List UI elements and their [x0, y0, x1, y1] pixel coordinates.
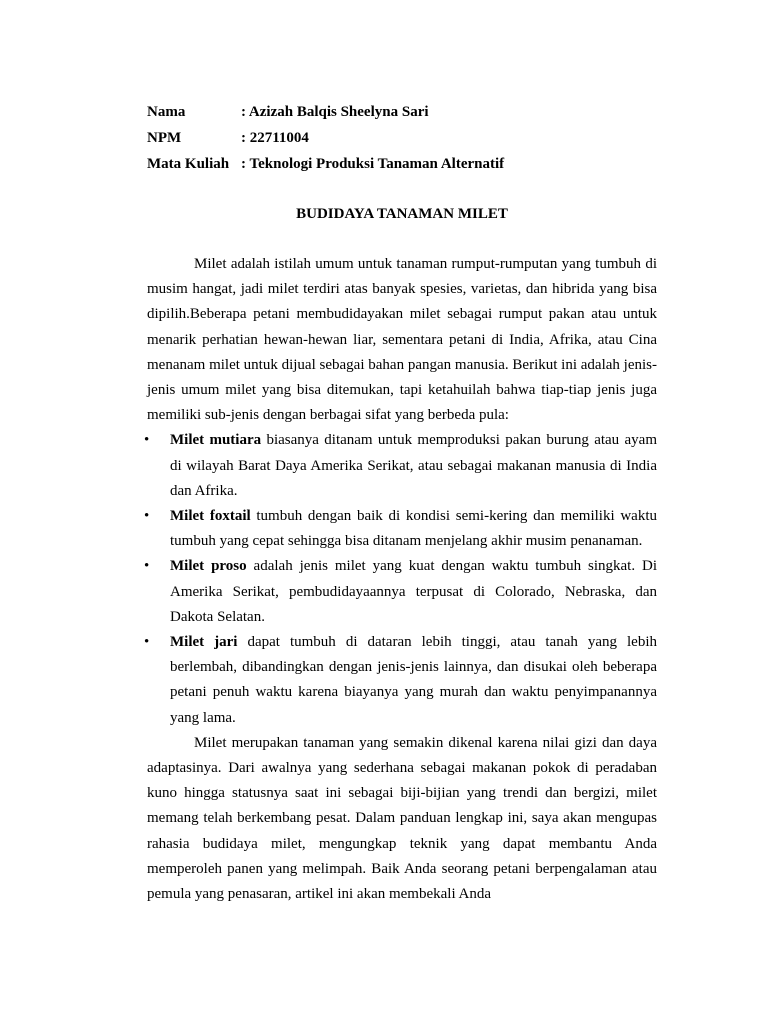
bullet-text: tumbuh dengan baik di kondisi semi-kering dan memiliki waktu tumbuh yang cepat sehingga bisa ditanam menjelang akhir musim penanaman.	[170, 508, 657, 550]
bullet-term: Milet foxtail	[170, 508, 251, 525]
intro-paragraph: Milet adalah istilah umum untuk tanaman rumput-rumputan yang tumbuh di musim hangat, jadi milet terdiri atas banyak spesies, varietas, dan hibrida yang bisa dipilih.Beberapa petani membudidayakan milet sebagai rumput pakan atau untuk menarik perhatian hewan-hewan liar, sementara petani di India, Afrika, atau Cina menanam milet untuk dijual sebagai bahan pangan manusia. Berikut ini adalah jenis-jenis umum milet yang bisa ditemukan, tapi ketahuilah bahwa tiap-tiap jenis juga memiliki sub-jenis dengan berbagai sifat yang berbeda pula:	[147, 256, 657, 424]
closing-paragraph: Milet merupakan tanaman yang semakin dikenal karena nilai gizi dan daya adaptasinya. Dari awalnya yang sederhana sebagai makanan pokok di peradaban kuno hingga statusnya saat ini sebagai biji-bijian yang trendi dan bergizi, milet memang telah berkembang pesat. Dalam panduan lengkap ini, saya akan mengupas rahasia budidaya milet, mengungkap teknik yang dapat membantu Anda memperoleh panen yang melimpah. Baik Anda seorang petani berpengalaman atau pemula yang penasaran, artikel ini akan membekali Anda	[147, 734, 657, 903]
student-info	[147, 102, 504, 180]
bullet-text: adalah jenis milet yang kuat dengan waktu tumbuh singkat. Di Amerika Serikat, pembudidayaannya terpusat di Colorado, Nebraska, dan Dakota Selatan.	[170, 558, 658, 625]
millet-types-list	[144, 428, 658, 730]
list-item	[144, 504, 657, 554]
bullet-icon: •	[144, 508, 150, 525]
bullet-text: dapat tumbuh di dataran lebih tinggi, atau tanah yang lebih berlembah, dibandingkan dengan jenis-jenis lainnya, dan disukai oleh beberapa petani penuh waktu karena biayanya yang murah dan waktu penyimpanannya yang lama.	[170, 634, 658, 726]
info-label: NPM	[147, 130, 182, 146]
info-row-npm	[147, 128, 504, 154]
list-item	[144, 630, 658, 731]
bullet-icon: •	[144, 432, 150, 449]
info-value: : Teknologi Produksi Tanaman Alternatif	[241, 156, 505, 172]
bullet-term: Milet mutiara	[170, 432, 262, 449]
list-item	[144, 428, 657, 504]
info-label: Mata Kuliah	[147, 156, 230, 172]
bullet-icon: •	[144, 634, 150, 651]
document-title: BUDIDAYA TANAMAN MILET	[296, 206, 508, 222]
document-body	[144, 252, 658, 907]
list-item	[144, 554, 658, 630]
bullet-text: biasanya ditanam untuk memproduksi pakan burung atau ayam di wilayah Barat Daya Amerika Serikat, atau sebagai makanan manusia di India dan Afrika.	[170, 432, 657, 499]
info-value: : Azizah Balqis Sheelyna Sari	[241, 104, 429, 120]
bullet-icon: •	[144, 558, 150, 575]
info-value: : 22711004	[241, 130, 309, 146]
info-row-mata-kuliah	[147, 154, 504, 180]
bullet-term: Milet proso	[170, 558, 247, 575]
bullet-term: Milet jari	[170, 634, 238, 651]
info-label: Nama	[147, 104, 186, 120]
info-row-nama	[147, 102, 504, 128]
